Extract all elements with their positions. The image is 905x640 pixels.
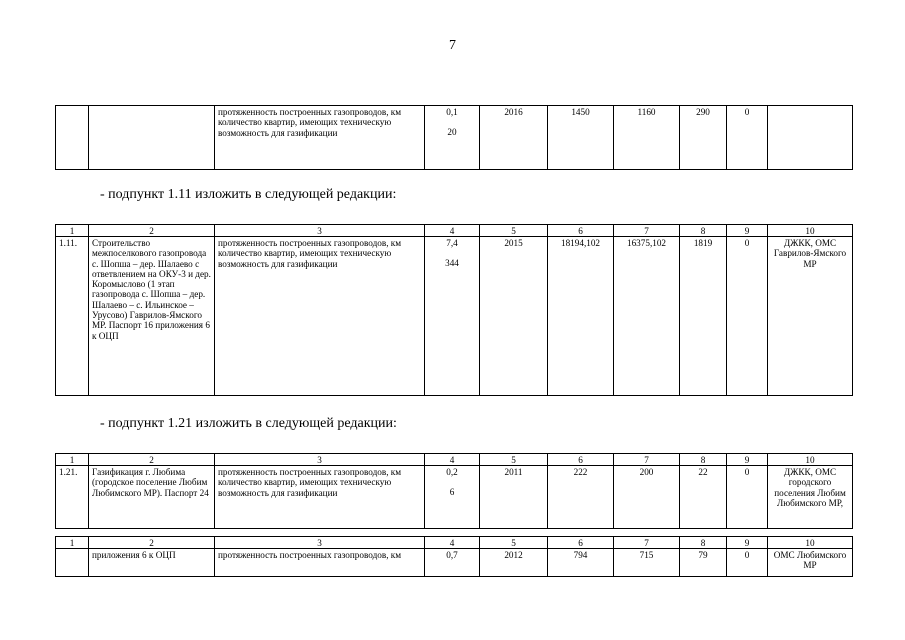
cell-name (89, 106, 215, 170)
cell-values (425, 106, 480, 170)
value-length: 0,1 (446, 107, 458, 117)
col-header: 8 (680, 537, 727, 549)
col-header: 3 (215, 454, 425, 466)
cell-values (425, 466, 480, 529)
cell-col7: 16375,102 (614, 237, 680, 396)
table-1-11 (55, 224, 853, 396)
cell-total: 794 (548, 549, 614, 577)
page-number: 7 (449, 38, 456, 53)
indicator-apartments: количество квартир, имеющих техническую возможность для газификации (218, 477, 392, 498)
cell-col8: 1819 (680, 237, 727, 396)
cell-indicators (215, 106, 425, 170)
col-header: 2 (89, 454, 215, 466)
indicator-length: протяженность построенных газопроводов, км (218, 550, 402, 560)
col-header: 9 (727, 454, 768, 466)
cell-col7: 1160 (614, 106, 680, 170)
heading-subpoint-1-11: - подпункт 1.11 изложить в следующей редакции: (100, 187, 397, 202)
cell-total: 18194,102 (548, 237, 614, 396)
value-apartments: 20 (447, 127, 457, 138)
cell-indicators (215, 466, 425, 529)
indicator-length: протяженность построенных газопроводов, км (218, 238, 402, 248)
cell-year: 2015 (480, 237, 548, 396)
table-1-21 (55, 453, 853, 577)
cell-name: Газификация г. Любима (городское поселение Любим Любимского МР). Паспорт 24 (89, 466, 215, 529)
value-apartments: 344 (445, 258, 459, 269)
cell-num: 1.21. (56, 466, 89, 529)
value-length: 0,7 (446, 550, 458, 560)
col-header: 4 (425, 225, 480, 237)
col-header: 7 (614, 537, 680, 549)
table-header-row (56, 225, 853, 237)
cell-executors: ДЖКК, ОМС Гаврилов-Ямского МР (768, 237, 853, 396)
col-header: 9 (727, 537, 768, 549)
col-header: 10 (768, 537, 853, 549)
cell-values (425, 237, 480, 396)
table-header-row (56, 454, 853, 466)
cell-total: 222 (548, 466, 614, 529)
col-header: 5 (480, 537, 548, 549)
cell-indicators (215, 549, 425, 577)
cell-num (56, 549, 89, 577)
cell-col8: 290 (680, 106, 727, 170)
col-header: 6 (548, 225, 614, 237)
value-length: 0,2 (446, 467, 458, 477)
table-row (56, 466, 853, 529)
indicator-apartments: количество квартир, имеющих техническую возможность для газификации (218, 117, 392, 138)
col-header: 4 (425, 454, 480, 466)
col-header: 5 (480, 225, 548, 237)
cell-col7: 715 (614, 549, 680, 577)
cell-name: приложения 6 к ОЦП (89, 549, 215, 577)
col-header: 8 (680, 454, 727, 466)
col-header: 1 (56, 454, 89, 466)
table-gap (56, 529, 853, 537)
cell-executors: ДЖКК, ОМС городского поселения Любим Любимского МР, (768, 466, 853, 529)
cell-total: 1450 (548, 106, 614, 170)
col-header: 1 (56, 225, 89, 237)
cell-col9: 0 (727, 466, 768, 529)
col-header: 5 (480, 454, 548, 466)
cell-values (425, 549, 480, 577)
cell-name: Строительство межпоселкового газопровода с. Шопша – дер. Шалаево с ответвлением на ОКУ-3 и дер. Коромыслово (1 этап газопровода с. Шопша – дер. Шалаево – с. Ильинское – Урусово) Гаврилов-Ямского МР. Паспорт 16 приложения 6 к ОЦП (89, 237, 215, 396)
col-header: 2 (89, 225, 215, 237)
indicator-length: протяженность построенных газопроводов, км (218, 107, 402, 117)
col-header: 3 (215, 537, 425, 549)
col-header: 1 (56, 537, 89, 549)
col-header: 3 (215, 225, 425, 237)
cell-indicators (215, 237, 425, 396)
table-top-fragment (55, 105, 853, 170)
cell-col9: 0 (727, 549, 768, 577)
col-header: 4 (425, 537, 480, 549)
cell-col8: 22 (680, 466, 727, 529)
cell-year: 2011 (480, 466, 548, 529)
cell-year: 2016 (480, 106, 548, 170)
cell-num: 1.11. (56, 237, 89, 396)
heading-subpoint-1-21: - подпункт 1.21 изложить в следующей редакции: (100, 416, 397, 431)
table-row (56, 106, 853, 170)
col-header: 7 (614, 454, 680, 466)
table-row (56, 237, 853, 396)
col-header: 6 (548, 537, 614, 549)
cell-num (56, 106, 89, 170)
col-header: 10 (768, 225, 853, 237)
table-row (56, 549, 853, 577)
col-header: 10 (768, 454, 853, 466)
col-header: 6 (548, 454, 614, 466)
cell-col9: 0 (727, 106, 768, 170)
col-header: 7 (614, 225, 680, 237)
cell-col9: 0 (727, 237, 768, 396)
cell-executors: ОМС Любимского МР (768, 549, 853, 577)
cell-executors (768, 106, 853, 170)
col-header: 2 (89, 537, 215, 549)
cell-year: 2012 (480, 549, 548, 577)
cell-col8: 79 (680, 549, 727, 577)
col-header: 9 (727, 225, 768, 237)
cell-col7: 200 (614, 466, 680, 529)
col-header: 8 (680, 225, 727, 237)
indicator-length: протяженность построенных газопроводов, км (218, 467, 402, 477)
value-apartments: 6 (449, 487, 455, 498)
table-header-row (56, 537, 853, 549)
value-length: 7,4 (446, 238, 458, 248)
indicator-apartments: количество квартир, имеющих техническую возможность для газификации (218, 248, 392, 269)
